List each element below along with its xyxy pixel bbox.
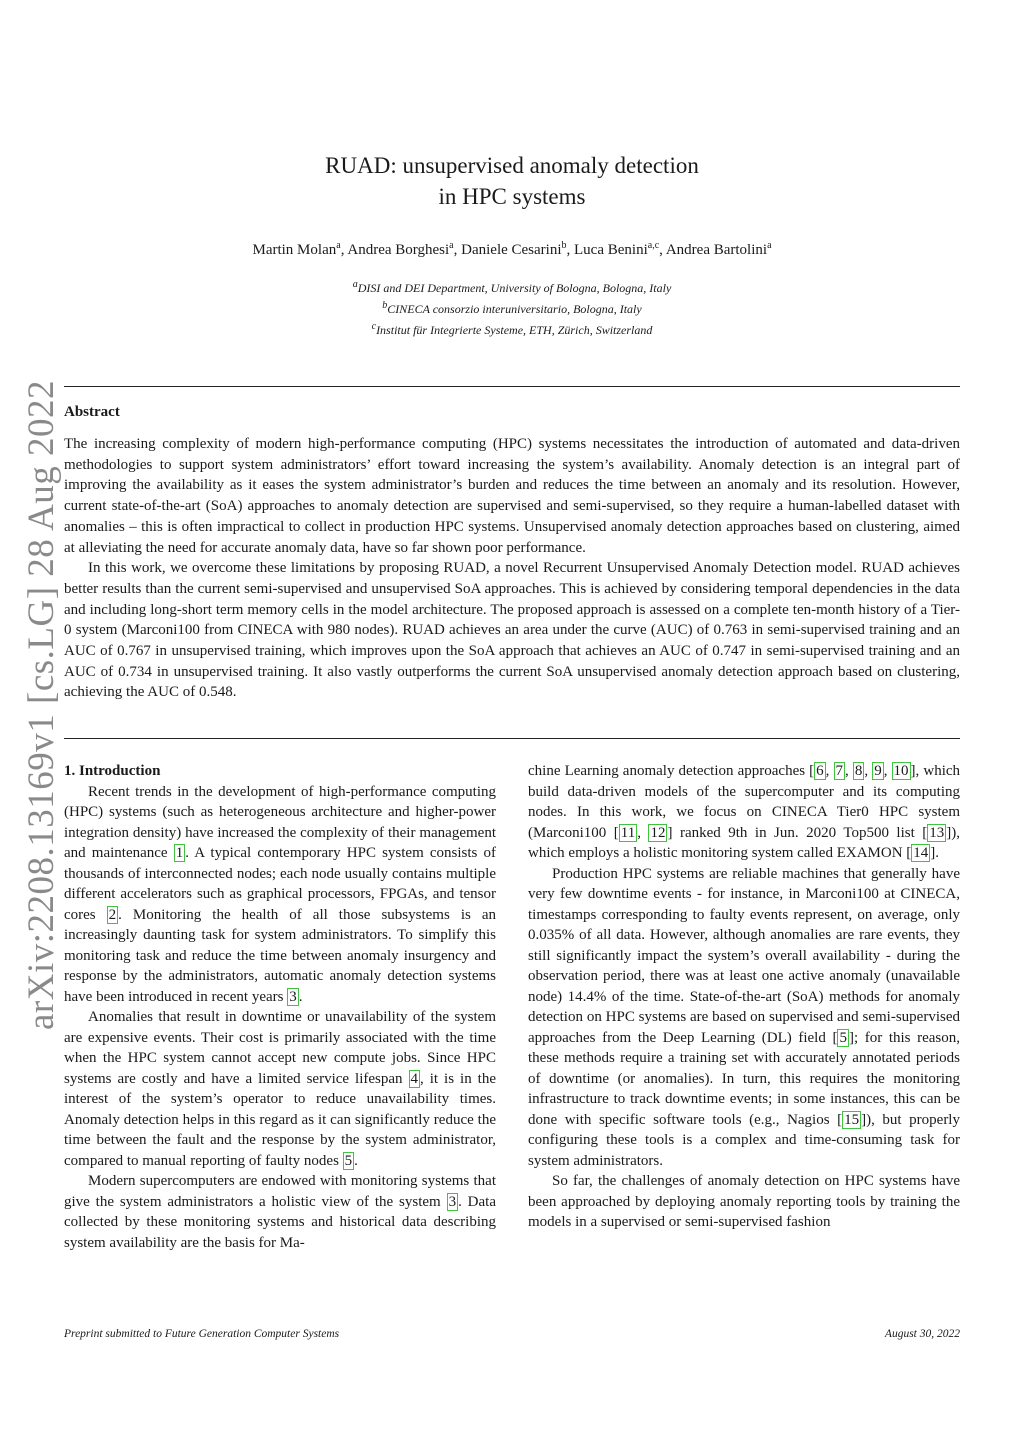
body-paragraph: Modern supercomputers are endowed with monitoring systems that give the system administrators a holistic view of the system 3 . Data collected by these monitoring systems and historical data describing system availability are the basis for Ma-	[64, 1173, 496, 1251]
citation-link[interactable]: 5	[839, 1029, 847, 1046]
abstract-body	[64, 434, 960, 703]
left-column	[64, 761, 496, 1253]
citation-link[interactable]: 7	[835, 763, 843, 779]
author-affiliation-mark: a	[336, 240, 341, 251]
citation-link[interactable]: 10	[893, 763, 909, 779]
citation-link[interactable]: 15	[844, 1111, 860, 1128]
author-affiliation-mark: b	[561, 240, 567, 251]
citation-link[interactable]: 12	[650, 824, 666, 841]
citation-link[interactable]: 4	[410, 1070, 419, 1087]
citation-link[interactable]: 11	[620, 824, 636, 841]
body-paragraph: Production HPC systems are reliable machines that generally have very few downtime events - for instance, in Marconi100 at CINECA, timestamps corresponding to faulty events represent, on average, only 0.035% of all data. However, although anomalies are rare events, they still significantly impact the system’s overall availability - during the observation period, there was at least one active anomaly (unavailable node) 14.4% of the time. State-of-the-art (SoA) methods for anomaly detection on HPC systems are based on supervised and semi-supervised approaches from the Deep Learning (DL) field [ 5 ]; for this reason, these methods require a training set with accurately annotated periods of downtime (or anomalies). In turn, this requires the monitoring infrastructure to track downtime events; in some instances, this can be done with specific software tools (e.g., Nagios [ 15 ]), but properly configuring these tools is a complex and time-consuming task for system administrators.	[528, 865, 960, 1169]
section-heading: 1. Introduction	[64, 763, 161, 779]
affiliation: $^a$DISI and DEI Department, University of Bologna, Bologna, Italy	[352, 279, 672, 295]
abstract-paragraph: In this work, we overcome these limitations by proposing RUAD, a novel Recurrent Unsupervised Anomaly Detection model. RUAD achieves better results than the current semi-supervised and unsupervised SoA approaches. This is achieved by considering temporal dependencies in the data and including long-short term memory cells in the model architecture. The proposed approach is assessed on a complete ten-month history of a Tier-0 system (Marconi100 from CINECA with 980 nodes). RUAD achieves an area under the curve (AUC) of 0.763 in semi-supervised training and an AUC of 0.767 in unsupervised training, which improves upon the SoA approach that achieves an AUC of 0.747 in semi-supervised training and an AUC of 0.734 in unsupervised training. It also vastly outperforms the current SoA unsupervised anomaly detection approach based on clustering, achieving the AUC of 0.548.	[64, 560, 960, 701]
citation-link[interactable]: 2	[108, 906, 117, 923]
author-affiliation-mark: a	[449, 240, 454, 251]
citation-link[interactable]: 5	[344, 1152, 353, 1169]
citation-link[interactable]: 1	[175, 845, 184, 861]
author-name: Daniele Cesarini	[461, 242, 562, 258]
body-paragraph: Recent trends in the development of high-performance computing (HPC) systems (such as heterogeneous architecture and higher-power integration density) have increased the complexity of their management and maintenance 1 . A typical contemporary HPC system consists of thousands of interconnected nodes; each node usually contains multiple different accelerators such as graphical processors, FPGAs, and tensor cores 2 . Monitoring the health of all those subsystems is an increasingly daunting task for system administrators. To simplify this monitoring task and reduce the time between anomaly insurgency and response by the administrators, automatic anomaly detection systems have been introduced in recent years 3 .	[64, 783, 497, 1005]
author-affiliation-mark: a	[767, 240, 772, 251]
right-column	[528, 761, 960, 1233]
affiliation-list	[0, 276, 1024, 339]
arxiv-identifier: arXiv:2208.13169v1 [cs.LG] 28 Aug 2022	[21, 380, 62, 1030]
affiliation: $^b$CINECA consorzio interuniversitario, Bologna, Italy	[382, 300, 642, 316]
citation-link[interactable]: 3	[448, 1193, 457, 1210]
author-name: Andrea Borghesi	[347, 242, 450, 258]
author-list: Martin Molan$^a$, Andrea Borghesi$^a$, Daniele Cesarini$^b$, Luca Benini$^{a,c}$, Andrea Bartolini$^a$	[252, 240, 772, 258]
abstract-divider	[64, 738, 960, 739]
author-affiliation-mark: a,c	[647, 240, 660, 251]
footer-journal: Preprint submitted to Future Generation Computer Systems	[64, 1328, 340, 1340]
author-name: Martin Molan	[252, 242, 337, 258]
citation-link[interactable]: 8	[854, 763, 863, 779]
citation-link[interactable]: 13	[929, 824, 945, 841]
author-name: Andrea Bartolini	[665, 242, 768, 258]
top-divider	[64, 386, 960, 387]
abstract-paragraph: The increasing complexity of modern high-performance computing (HPC) systems necessitates the introduction of automated and data-driven methodologies to support system administrators’ effort toward increasing the system’s availability. Anomaly detection is an integral part of improving the availability as it eases the system administrator’s burden and reduces the time between an anomaly and its resolution. However, current state-of-the-art (SoA) approaches to anomaly detection are supervised and semi-supervised, so they require a human-labelled dataset with anomalies – this is often impractical to collect in production HPC systems. Unsupervised anomaly detection approaches based on clustering, aimed at alleviating the need for accurate anomaly data, have so far shown poor performance.	[64, 436, 960, 556]
title-line-1: RUAD: unsupervised anomaly detection	[325, 153, 699, 178]
body-paragraph: Anomalies that result in downtime or unavailability of the system are expensive events. Their cost is primarily associated with the time when the HPC system cannot accept new compute jobs. Since HPC systems are costly and have a limited service lifespan 4 , it is in the interest of the system’s operator to reduce unavailability times. Anomaly detection helps in this regard as it can significantly reduce the time between the fault and the response by the system administrator, compared to manual reporting of faulty nodes 5 .	[64, 1009, 496, 1169]
citation-link[interactable]: 9	[874, 763, 882, 779]
citation-link[interactable]: 6	[816, 763, 824, 779]
paper-title	[0, 150, 1024, 212]
author-name: Luca Benini	[574, 242, 648, 258]
body-paragraph: So far, the challenges of anomaly detection on HPC systems have been approached by deploying anomaly reporting tools by training the models in a supervised or semi-supervised fashion	[528, 1173, 960, 1230]
abstract-heading: Abstract	[64, 404, 120, 420]
citation-link[interactable]: 3	[289, 988, 297, 1005]
body-paragraph: chine Learning anomaly detection approaches [ 6 , 7 , 8 , 9 , 10 ], which build data-driven models of the supercomputer and its computing nodes. In this work, we focus on CINECA Tier0 HPC system (Marconi100 [ 11 , 12 ] ranked 9th in Jun. 2020 Top500 list [ 13 ]), which employs a holistic monitoring system called EXAMON [ 14 ].	[528, 763, 961, 861]
citation-link[interactable]: 14	[913, 845, 929, 861]
affiliation: $^c$Institut für Integrierte Systeme, ETH, Zürich, Switzerland	[371, 321, 653, 337]
title-line-2: in HPC systems	[438, 184, 586, 209]
footer-date: August 30, 2022	[884, 1328, 960, 1340]
